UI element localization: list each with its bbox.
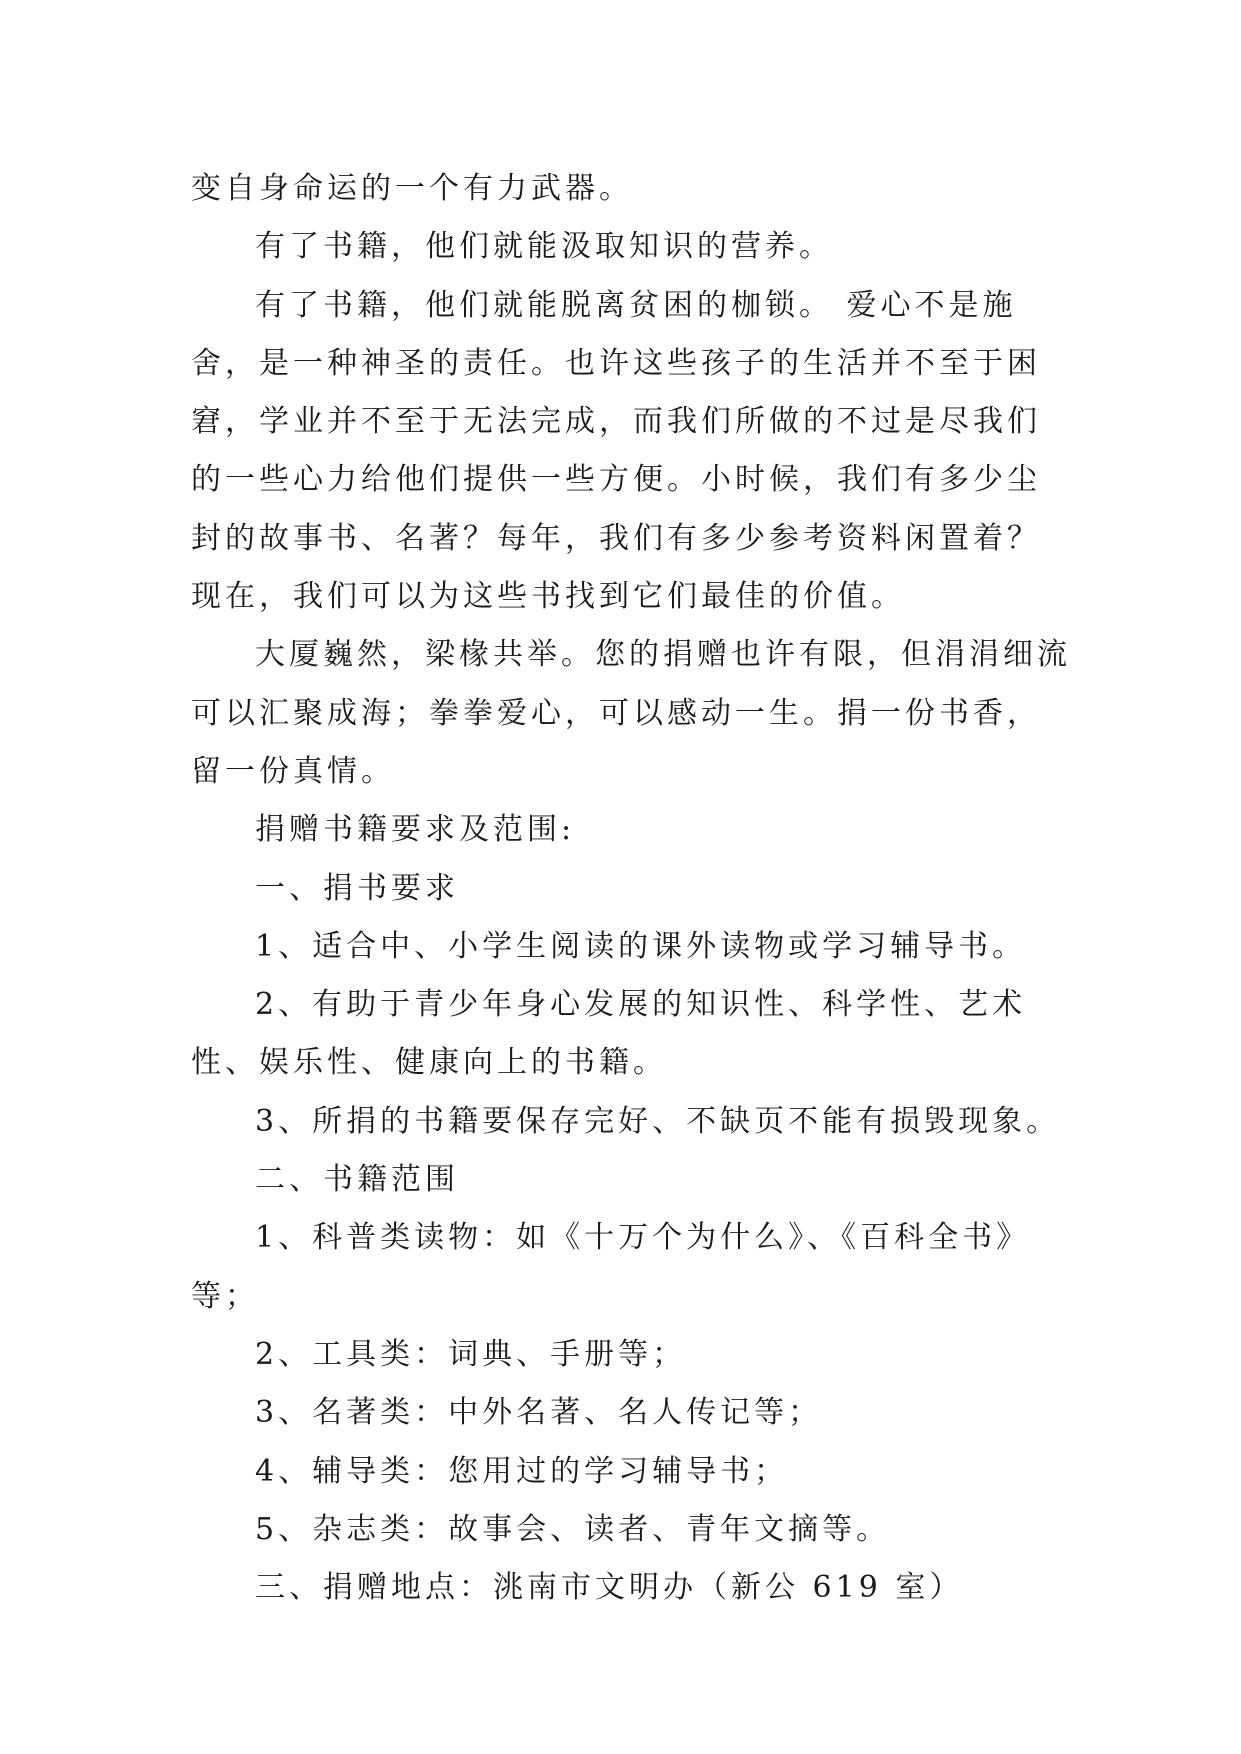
scope-item-2: 2、工具类：词典、手册等； (255, 1336, 687, 1372)
scope-item-4: 4、辅导类：您用过的学习辅导书； (255, 1453, 789, 1489)
paragraph-4: 大厦巍然，梁椽共举。您的捐赠也许有限，但涓涓细流可以汇聚成海；拳拳爱心，可以感动一生。捐一份书香，留一份真情。 (191, 637, 1071, 789)
paragraph-3: 有了书籍，他们就能脱离贫困的枷锁。 爱心不是施舍，是一种神圣的责任。也许这些孩子的生活并不至于困窘，学业并不至于无法完成，而我们所做的不过是尽我们的一些心力给他们提供一些方便。小时候，我们有多少尘封的故事书、名著？每年，我们有多少参考资料闲置着？现在，我们可以为这些书找到它们最佳的价值。 (191, 287, 1041, 615)
paragraph-1: 变自身命运的一个有力武器。 (191, 171, 633, 206)
paragraph-2: 有了书籍，他们就能汲取知识的营养。 (255, 229, 833, 265)
scope-item-3: 3、名著类：中外名著、名人传记等； (255, 1395, 823, 1431)
requirement-item-2: 2、有助于青少年身心发展的知识性、科学性、艺术性、娱乐性、健康向上的书籍。 (191, 987, 1027, 1081)
heading-book-scope: 二、书籍范围 (255, 1162, 459, 1198)
requirement-item-3: 3、所捐的书籍要保存完好、不缺页不能有损毁现象。 (255, 1103, 1061, 1139)
requirement-item-1: 1、适合中、小学生阅读的课外读物或学习辅导书。 (255, 928, 1027, 964)
section-heading-requirements-scope: 捐赠书籍要求及范围: (255, 812, 576, 848)
heading-donation-location: 三、捐赠地点：洮南市文明办（新公 619 室） (255, 1570, 964, 1606)
document-body (191, 160, 1071, 1617)
scope-item-1: 1、科普类读物：如《十万个为什么》、《百科全书》等； (191, 1220, 1031, 1314)
scope-item-5: 5、杂志类：故事会、读者、青年文摘等。 (255, 1511, 891, 1547)
heading-donation-requirements: 一、捐书要求 (255, 870, 459, 906)
